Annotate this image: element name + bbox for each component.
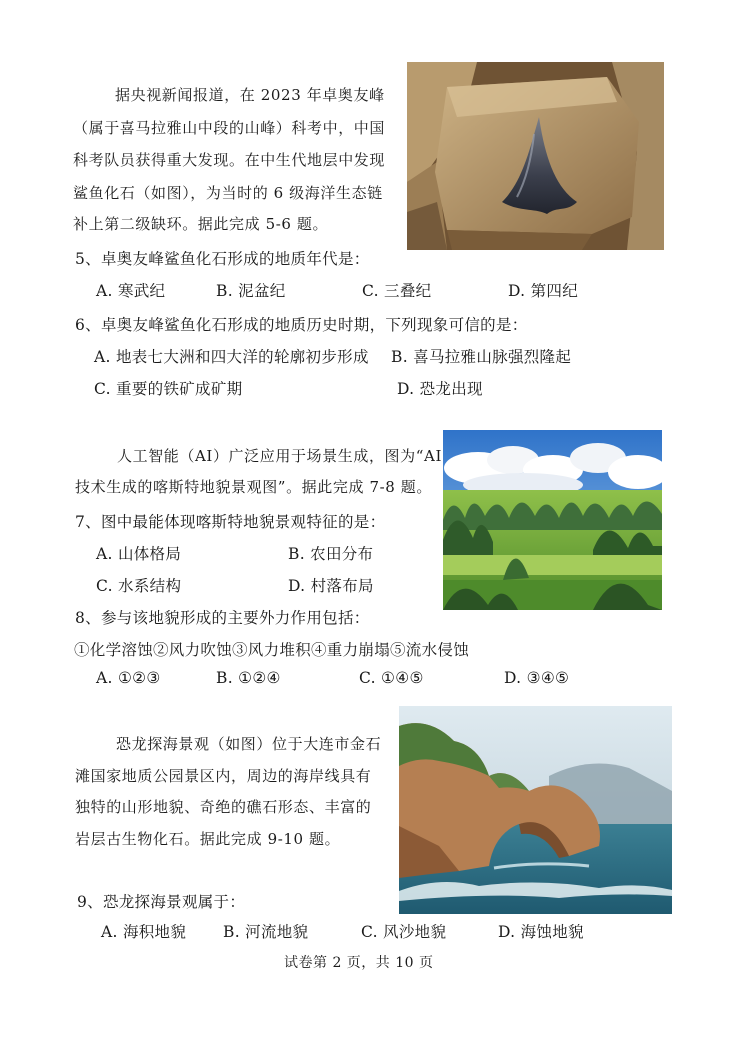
q7-stem: 7、图中最能体现喀斯特地貌景观特征的是：	[75, 513, 386, 531]
passage1-line-2: （属于喜马拉雅山中段的山峰）科考中，中国	[73, 119, 386, 137]
q6-option-a[interactable]: A. 地表七大洲和四大洋的轮廓初步形成	[94, 348, 369, 366]
q5-stem: 5、卓奥友峰鲨鱼化石形成的地质年代是：	[75, 250, 370, 268]
passage3-line-4: 岩层古生物化石。据此完成 9-10 题。	[75, 830, 341, 848]
q5-option-b[interactable]: B. 泥盆纪	[216, 282, 286, 300]
q5-option-d[interactable]: D. 第四纪	[508, 282, 579, 300]
q8-items: ①化学溶蚀②风力吹蚀③风力堆积④重力崩塌⑤流水侵蚀	[74, 641, 470, 659]
q6-option-b[interactable]: B. 喜马拉雅山脉强烈隆起	[391, 348, 572, 366]
q8-stem: 8、参与该地貌形成的主要外力作用包括：	[75, 609, 370, 627]
q9-option-c[interactable]: C. 风沙地貌	[361, 923, 447, 941]
shark-fossil-image	[407, 62, 664, 250]
passage1-line-4: 鲨鱼化石（如图），为当时的 6 级海洋生态链	[73, 184, 383, 202]
q8-option-c[interactable]: C. ①④⑤	[359, 669, 424, 687]
passage1-line-1: 据央视新闻报道，在 2023 年卓奥友峰	[115, 86, 385, 104]
q9-option-a[interactable]: A. 海积地貌	[101, 923, 187, 941]
passage3-line-2: 滩国家地质公园景区内，周边的海岸线具有	[75, 767, 372, 785]
q7-option-d[interactable]: D. 村落布局	[288, 577, 374, 595]
q7-option-b[interactable]: B. 农田分布	[288, 545, 374, 563]
q9-option-b[interactable]: B. 河流地貌	[223, 923, 309, 941]
passage3-line-1: 恐龙探海景观（如图）位于大连市金石	[116, 735, 382, 753]
q8-option-a[interactable]: A. ①②③	[96, 669, 161, 687]
q5-option-a[interactable]: A. 寒武纪	[96, 282, 166, 300]
q7-option-c[interactable]: C. 水系结构	[96, 577, 182, 595]
passage1-line-5: 补上第二级缺环。据此完成 5-6 题。	[73, 215, 329, 233]
passage1-line-3: 科考队员获得重大发现。在中生代地层中发现	[73, 151, 386, 169]
karst-landscape-image	[443, 430, 662, 610]
q9-stem: 9、恐龙探海景观属于：	[77, 893, 246, 911]
q8-option-b[interactable]: B. ①②④	[216, 669, 281, 687]
q9-option-d[interactable]: D. 海蚀地貌	[498, 923, 584, 941]
q6-stem: 6、卓奥友峰鲨鱼化石形成的地质历史时期，下列现象可信的是：	[75, 316, 528, 334]
q8-option-d[interactable]: D. ③④⑤	[504, 669, 570, 687]
q6-option-c[interactable]: C. 重要的铁矿成矿期	[94, 380, 243, 398]
passage2-line-2: 技术生成的喀斯特地貌景观图”。据此完成 7-8 题。	[75, 478, 432, 496]
q7-option-a[interactable]: A. 山体格局	[96, 545, 182, 563]
passage3-line-3: 独特的山形地貌、奇绝的礁石形态、丰富的	[75, 798, 372, 816]
page-footer: 试卷第 2 页，共 10 页	[284, 955, 434, 971]
sea-arch-image	[399, 706, 672, 914]
q5-option-c[interactable]: C. 三叠纪	[362, 282, 432, 300]
passage2-line-1: 人工智能（AI）广泛应用于场景生成，图为“AI	[117, 447, 442, 465]
q6-option-d[interactable]: D. 恐龙出现	[397, 380, 483, 398]
